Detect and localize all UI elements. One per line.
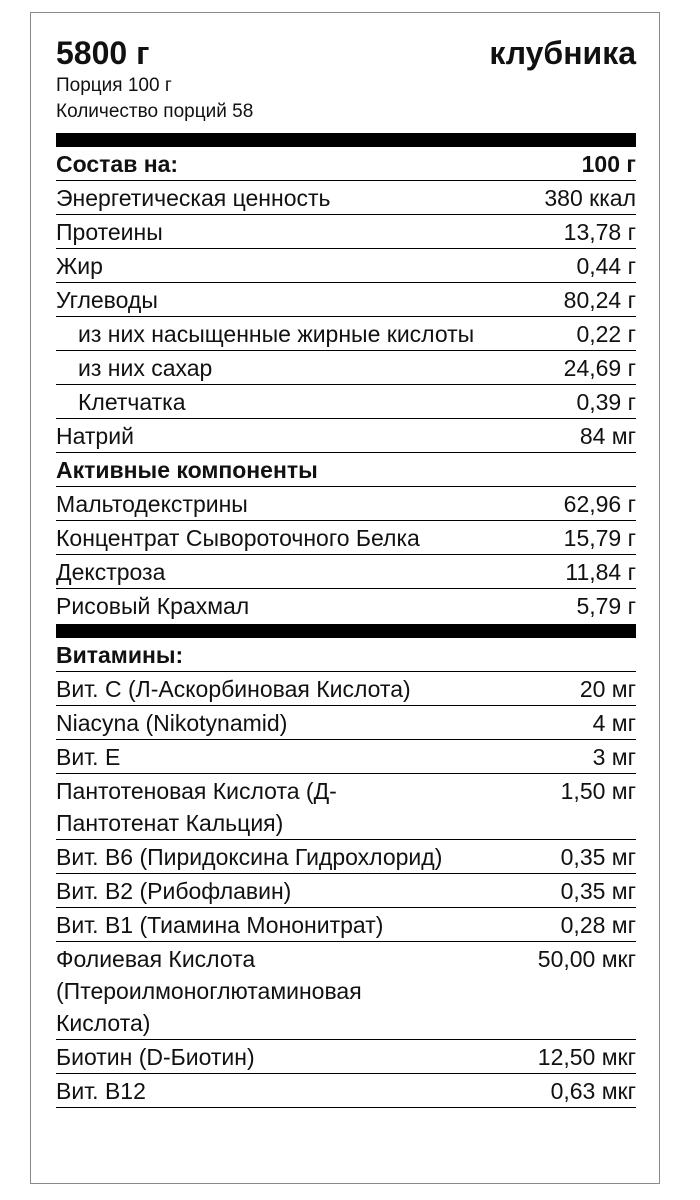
row-label: Рисовый Крахмал bbox=[56, 593, 250, 619]
servings-count: Количество порций 58 bbox=[56, 101, 254, 122]
row-label: Вит. В1 (Тиамина Мононитрат) bbox=[56, 912, 384, 938]
nutrition-label bbox=[56, 27, 636, 1108]
row-label: Фолиевая Кислота (Птероилмоноглютаминовая Кислота) bbox=[56, 946, 362, 1036]
row-label: Энергетическая ценность bbox=[56, 185, 331, 211]
table-row bbox=[56, 672, 636, 706]
table-row bbox=[56, 385, 636, 419]
active-components-title: Активные компоненты bbox=[56, 457, 318, 483]
row-value: 80,24 г bbox=[563, 287, 636, 313]
serving-size: Порция 100 г bbox=[56, 75, 172, 96]
row-label: Вит. Е bbox=[56, 744, 121, 770]
table-row bbox=[56, 840, 636, 874]
vitamins-title: Витамины: bbox=[56, 642, 184, 668]
active-components-header bbox=[56, 453, 636, 487]
row-value: 15,79 г bbox=[563, 525, 636, 551]
row-value: 13,78 г bbox=[563, 219, 636, 245]
row-label: Жир bbox=[56, 253, 103, 279]
composition-basis: 100 г bbox=[581, 151, 636, 177]
row-value: 20 мг bbox=[579, 676, 636, 702]
row-label: Концентрат Сывороточного Белка bbox=[56, 525, 420, 551]
row-label: Вит. С (Л-Аскорбиновая Кислота) bbox=[56, 676, 411, 702]
row-label: Мальтодекстрины bbox=[56, 491, 248, 517]
table-row bbox=[56, 283, 636, 317]
table-row bbox=[56, 908, 636, 942]
table-row bbox=[56, 181, 636, 215]
table-row bbox=[56, 942, 636, 1040]
row-value: 12,50 мкг bbox=[537, 1044, 636, 1070]
composition-title: Состав на: bbox=[56, 151, 179, 177]
table-row bbox=[56, 589, 636, 622]
row-value: 380 ккал bbox=[544, 185, 636, 211]
table-row bbox=[56, 774, 636, 840]
row-value: 4 мг bbox=[592, 710, 636, 736]
row-value: 0,35 мг bbox=[560, 844, 636, 870]
label-header bbox=[56, 27, 636, 73]
row-value: 0,28 мг bbox=[560, 912, 636, 938]
row-value: 3 мг bbox=[592, 744, 636, 770]
row-label: Niacyna (Nikotynamid) bbox=[56, 710, 288, 736]
table-row bbox=[56, 351, 636, 385]
row-value: 0,22 г bbox=[576, 321, 636, 347]
row-label: Клетчатка bbox=[78, 389, 186, 415]
row-value: 11,84 г bbox=[565, 559, 636, 585]
row-value: 0,63 мкг bbox=[550, 1078, 636, 1104]
row-label: Вит. В2 (Рибофлавин) bbox=[56, 878, 292, 904]
row-label: из них сахар bbox=[78, 355, 213, 381]
row-label: Вит. В12 bbox=[56, 1078, 146, 1104]
row-value: 5,79 г bbox=[576, 593, 636, 619]
table-row bbox=[56, 419, 636, 453]
row-label: Углеводы bbox=[56, 287, 158, 313]
row-label: Протеины bbox=[56, 219, 163, 245]
composition-header-row bbox=[56, 147, 636, 181]
table-row bbox=[56, 521, 636, 555]
table-row bbox=[56, 740, 636, 774]
row-value: 84 мг bbox=[579, 423, 636, 449]
thick-divider bbox=[56, 133, 636, 147]
row-value: 24,69 г bbox=[563, 355, 636, 381]
table-row bbox=[56, 215, 636, 249]
row-value: 62,96 г bbox=[563, 491, 636, 517]
table-row bbox=[56, 487, 636, 521]
row-label: Декстроза bbox=[56, 559, 166, 585]
table-row bbox=[56, 706, 636, 740]
table-row bbox=[56, 874, 636, 908]
table-row bbox=[56, 555, 636, 589]
table-row bbox=[56, 249, 636, 283]
table-row bbox=[56, 1040, 636, 1074]
row-value: 0,39 г bbox=[576, 389, 636, 415]
vitamins-header bbox=[56, 638, 636, 672]
row-label: Вит. В6 (Пиридоксина Гидрохлорид) bbox=[56, 844, 443, 870]
row-label: Натрий bbox=[56, 423, 134, 449]
thick-divider bbox=[56, 624, 636, 638]
row-value: 0,44 г bbox=[576, 253, 636, 279]
row-value: 0,35 мг bbox=[560, 878, 636, 904]
table-row bbox=[56, 317, 636, 351]
row-value: 1,50 мг bbox=[560, 778, 636, 804]
flavor-name: клубника bbox=[489, 35, 636, 71]
table-row bbox=[56, 1074, 636, 1108]
package-weight: 5800 г bbox=[56, 35, 150, 71]
row-label: из них насыщенные жирные кислоты bbox=[78, 321, 475, 347]
row-label: Пантотеновая Кислота (Д-Пантотенат Кальция) bbox=[56, 778, 337, 836]
row-label: Биотин (D-Биотин) bbox=[56, 1044, 255, 1070]
row-value: 50,00 мкг bbox=[537, 946, 636, 972]
